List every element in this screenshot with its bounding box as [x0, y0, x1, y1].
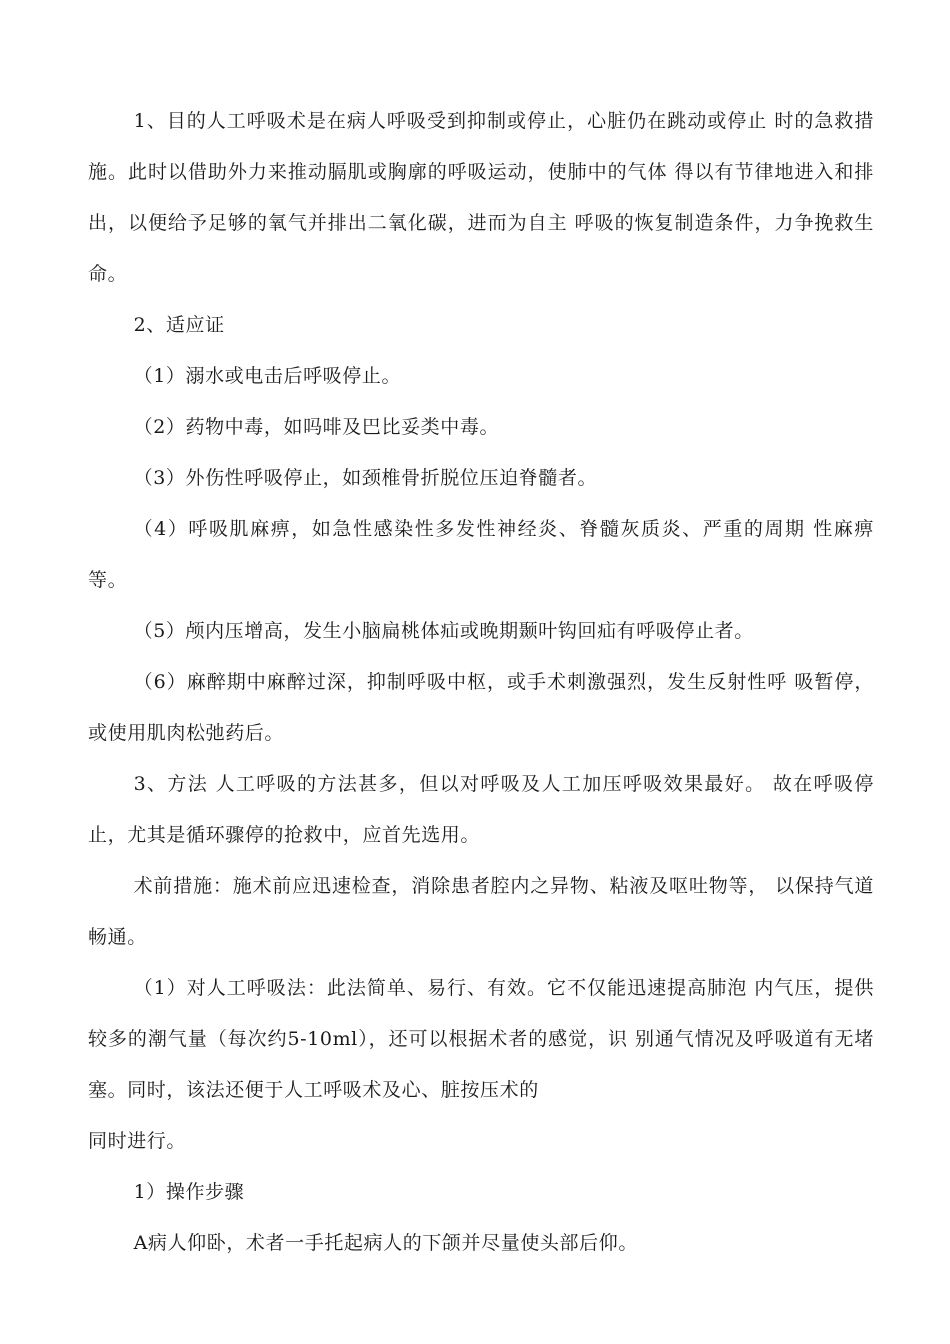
heading-indications: 2、适应证	[133, 314, 225, 336]
document-body	[88, 96, 874, 1269]
paragraph-preoperative: 术前措施：施术前应迅速检查，消除患者腔内之异物、粘液及呕吐物等， 以保持气道畅通。	[88, 875, 874, 948]
paragraph-purpose: 1、目的人工呼吸术是在病人呼吸受到抑制或停止，心脏仍在跳动或停止 时的急救措施。此时以借助外力来推动膈肌或胸廓的呼吸运动，使肺中的气体 得以有节律地进入和排出，以便给予足够的氧气并排出二氧化碳，进而为自主 呼吸的恢复制造条件，力争挽救生命。	[88, 110, 874, 285]
heading-steps: 1）操作步骤	[133, 1181, 245, 1203]
indication-item-6: （6）麻醉期中麻醉过深，抑制呼吸中枢，或手术刺激强烈，发生反射性呼 吸暂停，或使用肌肉松弛药后。	[88, 671, 874, 744]
paragraph-continuation: 同时进行。	[88, 1130, 187, 1152]
indication-item-2: （2）药物中毒，如吗啡及巴比妥类中毒。	[133, 416, 500, 438]
step-a: A病人仰卧，术者一手托起病人的下颌并尽量使头部后仰。	[133, 1232, 638, 1254]
paragraph-method: 3、方法 人工呼吸的方法甚多，但以对呼吸及人工加压呼吸效果最好。 故在呼吸停止，尤其是循环骤停的抢救中，应首先选用。	[88, 773, 874, 846]
indication-item-4: （4）呼吸肌麻痹，如急性感染性多发性神经炎、脊髓灰质炎、严重的周期 性麻痹等。	[88, 518, 874, 591]
paragraph-mouth-to-mouth: （1）对人工呼吸法：此法简单、易行、有效。它不仅能迅速提高肺泡 内气压，提供较多的潮气量（每次约5-10ml），还可以根据术者的感觉，识 别通气情况及呼吸道有无堵塞。同时，该法还便于人工呼吸术及心、脏按压术的	[88, 977, 874, 1101]
indication-item-1: （1）溺水或电击后呼吸停止。	[133, 365, 402, 387]
indication-item-3: （3）外伤性呼吸停止，如颈椎骨折脱位压迫脊髓者。	[133, 467, 598, 489]
indication-item-5: （5）颅内压增高，发生小脑扁桃体疝或晚期颞叶钩回疝有呼吸停止者。	[133, 620, 754, 642]
